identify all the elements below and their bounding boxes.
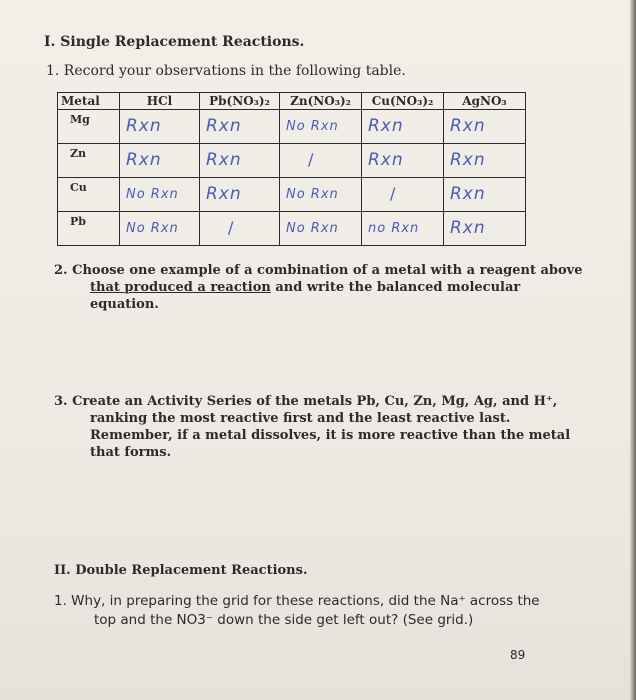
question-2-line-3: equation. <box>90 297 159 312</box>
observation-cell: No Rxn <box>126 221 179 236</box>
table-row <box>58 144 526 178</box>
section-2-question-1-line-2: top and the NO3⁻ down the side get left out? (See grid.) <box>94 612 474 628</box>
row-metal-label: Pb <box>58 212 120 246</box>
observation-cell: Rxn <box>206 116 242 136</box>
table-row <box>58 212 526 246</box>
question-3 <box>54 393 570 461</box>
question-3-line-2: ranking the most reactive first and the least reactive last. <box>90 411 511 426</box>
question-2-line-2 <box>54 279 583 296</box>
observation-cell: Rxn <box>450 116 486 136</box>
observation-cell: Rxn <box>368 116 404 136</box>
row-metal-label: Zn <box>58 144 120 178</box>
table-row <box>58 110 526 144</box>
observation-cell: Rxn <box>368 150 404 170</box>
question-2-line-1: 2. Choose one example of a combination of a metal with a reagent above <box>54 263 583 278</box>
question-2-line-2-rest: and write the balanced molecular <box>270 280 521 295</box>
header-cu-nitrate: Cu(NO₃)₂ <box>362 93 444 110</box>
observations-table <box>57 92 526 246</box>
question-3-line-1: 3. Create an Activity Series of the metals Pb, Cu, Zn, Mg, Ag, and H⁺, <box>54 394 558 409</box>
observation-cell: No Rxn <box>286 221 339 236</box>
observation-cell: Rxn <box>450 150 486 170</box>
row-metal-label: Cu <box>58 178 120 212</box>
observation-cell: No Rxn <box>126 187 179 202</box>
question-1-prompt: 1. Record your observations in the following table. <box>46 63 406 79</box>
question-3-line-3: Remember, if a metal dissolves, it is more reactive than the metal <box>90 428 571 443</box>
observation-cell: Rxn <box>450 184 486 204</box>
section-1-title: I. Single Replacement Reactions. <box>44 34 305 50</box>
observation-cell: Rxn <box>126 116 162 136</box>
question-2 <box>54 262 583 313</box>
question-3-line-4: that forms. <box>90 445 172 460</box>
observation-cell: / <box>308 150 315 169</box>
underlined-phrase: that produced a reaction <box>90 280 271 295</box>
observation-cell: Rxn <box>206 150 242 170</box>
row-metal-label: Mg <box>58 110 120 144</box>
observation-cell: no Rxn <box>368 221 420 236</box>
observation-cell: Rxn <box>450 218 486 238</box>
header-pb-nitrate: Pb(NO₃)₂ <box>200 93 280 110</box>
section-2-title: II. Double Replacement Reactions. <box>54 563 308 578</box>
observation-cell: No Rxn <box>286 119 339 134</box>
table-header-row <box>58 93 526 110</box>
header-ag-nitrate: AgNO₃ <box>444 93 526 110</box>
header-hcl: HCl <box>120 93 200 110</box>
observation-cell: / <box>390 184 397 203</box>
observation-cell: / <box>228 218 235 237</box>
page-number: 89 <box>510 648 526 662</box>
observation-cell: Rxn <box>126 150 162 170</box>
section-2-question-1-line-1: 1. Why, in preparing the grid for these reactions, did the Na⁺ across the <box>54 593 540 609</box>
header-zn-nitrate: Zn(NO₃)₂ <box>280 93 362 110</box>
observation-cell: No Rxn <box>286 187 339 202</box>
observation-cell: Rxn <box>206 184 242 204</box>
header-metal: Metal <box>58 93 120 110</box>
table-row <box>58 178 526 212</box>
section-2-question-1 <box>54 592 540 630</box>
